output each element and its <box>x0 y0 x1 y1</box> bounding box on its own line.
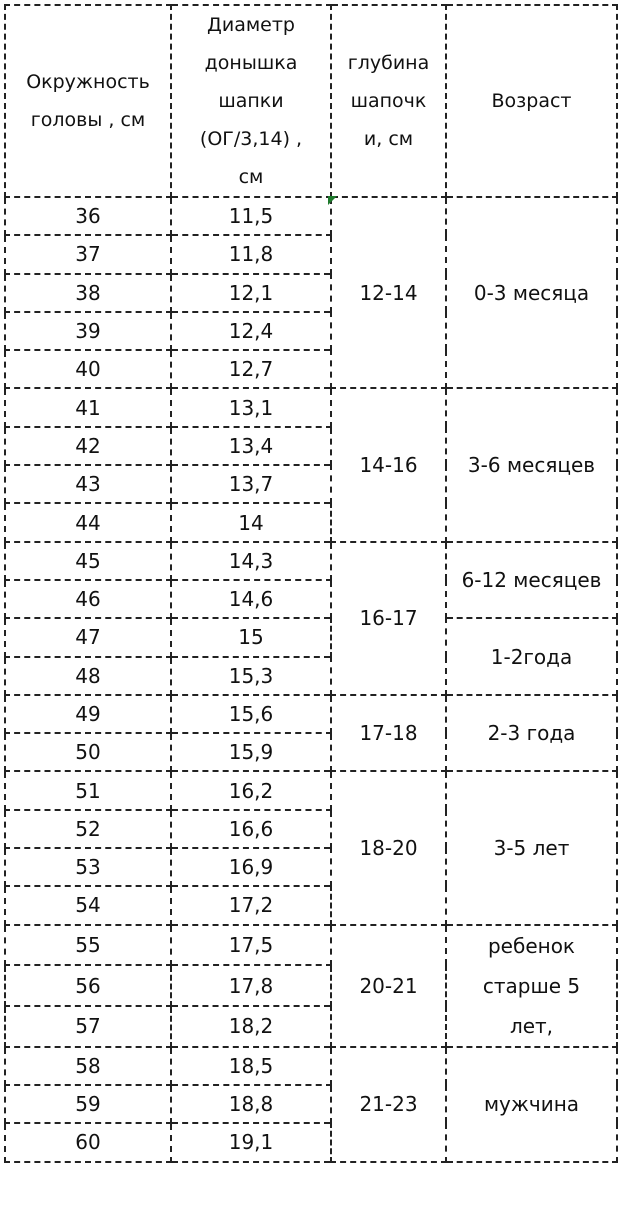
age-cell <box>446 542 617 619</box>
header-age: Возраст <box>446 5 617 197</box>
diameter-cell: 16,2 <box>171 771 331 809</box>
depth-cell: 16-17 <box>331 542 446 695</box>
table-row <box>5 925 617 966</box>
circumference-cell: 36 <box>5 197 171 235</box>
depth-cell: 18-20 <box>331 771 446 924</box>
age-text: мужчина <box>483 1092 580 1117</box>
diameter-cell: 17,8 <box>171 965 331 1006</box>
cell-comment-marker <box>328 196 337 205</box>
circumference-cell: 57 <box>5 1006 171 1047</box>
table-body <box>5 197 617 1162</box>
diameter-cell: 15 <box>171 618 331 656</box>
diameter-cell: 17,5 <box>171 925 331 966</box>
diameter-cell: 11,5 <box>171 197 331 235</box>
depth-cell: 12-14 <box>331 197 446 388</box>
depth-cell: 14-16 <box>331 388 446 541</box>
depth-cell: 21-23 <box>331 1047 446 1162</box>
table-row <box>5 771 617 809</box>
diameter-cell: 18,8 <box>171 1085 331 1123</box>
diameter-cell: 12,7 <box>171 350 331 388</box>
age-cell <box>446 925 617 1047</box>
head-size-table <box>4 4 618 1163</box>
circumference-cell: 44 <box>5 503 171 541</box>
circumference-cell: 59 <box>5 1085 171 1123</box>
header-depth: глубина шапочк и, см <box>331 5 446 197</box>
circumference-cell: 52 <box>5 810 171 848</box>
circumference-cell: 58 <box>5 1047 171 1085</box>
table-row <box>5 388 617 426</box>
diameter-cell: 15,6 <box>171 695 331 733</box>
circumference-cell: 51 <box>5 771 171 809</box>
age-cell <box>446 1047 617 1162</box>
diameter-cell: 17,2 <box>171 886 331 924</box>
age-cell <box>446 388 617 541</box>
circumference-cell: 50 <box>5 733 171 771</box>
age-text: 2-3 года <box>487 721 576 746</box>
table-row <box>5 695 617 733</box>
diameter-cell: 18,5 <box>171 1047 331 1085</box>
circumference-cell: 38 <box>5 274 171 312</box>
diameter-cell: 16,9 <box>171 848 331 886</box>
circumference-cell: 54 <box>5 886 171 924</box>
circumference-cell: 41 <box>5 388 171 426</box>
circumference-cell: 53 <box>5 848 171 886</box>
diameter-cell: 19,1 <box>171 1123 331 1161</box>
circumference-cell: 60 <box>5 1123 171 1161</box>
depth-cell: 17-18 <box>331 695 446 772</box>
age-text: 1-2года <box>490 644 573 669</box>
diameter-cell: 11,8 <box>171 235 331 273</box>
circumference-cell: 39 <box>5 312 171 350</box>
header-row <box>5 5 617 197</box>
circumference-cell: 46 <box>5 580 171 618</box>
age-cell <box>446 618 617 695</box>
circumference-cell: 48 <box>5 657 171 695</box>
diameter-cell: 14 <box>171 503 331 541</box>
table-row <box>5 1047 617 1085</box>
table-row <box>5 542 617 580</box>
diameter-cell: 13,7 <box>171 465 331 503</box>
diameter-cell: 12,4 <box>171 312 331 350</box>
age-cell <box>446 197 617 388</box>
diameter-cell: 18,2 <box>171 1006 331 1047</box>
age-text: 3-6 месяцев <box>467 453 596 478</box>
age-text: лет, <box>509 1013 554 1038</box>
table-row <box>5 618 617 656</box>
circumference-cell: 45 <box>5 542 171 580</box>
circumference-cell: 42 <box>5 427 171 465</box>
diameter-cell: 14,6 <box>171 580 331 618</box>
circumference-cell: 49 <box>5 695 171 733</box>
diameter-cell: 13,4 <box>171 427 331 465</box>
diameter-cell: 15,9 <box>171 733 331 771</box>
age-text: ребенок <box>487 933 576 958</box>
age-text: старше 5 <box>482 973 581 998</box>
circumference-cell: 43 <box>5 465 171 503</box>
age-cell <box>446 771 617 924</box>
header-diameter: Диаметр донышка шапки (ОГ/3,14) , см <box>171 5 331 197</box>
diameter-cell: 14,3 <box>171 542 331 580</box>
diameter-cell: 16,6 <box>171 810 331 848</box>
table-row <box>5 197 617 235</box>
diameter-cell: 12,1 <box>171 274 331 312</box>
age-text: 0-3 месяца <box>473 280 590 305</box>
diameter-cell: 13,1 <box>171 388 331 426</box>
circumference-cell: 56 <box>5 965 171 1006</box>
circumference-cell: 55 <box>5 925 171 966</box>
circumference-cell: 47 <box>5 618 171 656</box>
age-text: 6-12 месяцев <box>461 567 602 592</box>
circumference-cell: 37 <box>5 235 171 273</box>
depth-cell: 20-21 <box>331 925 446 1047</box>
circumference-cell: 40 <box>5 350 171 388</box>
age-cell <box>446 695 617 772</box>
diameter-cell: 15,3 <box>171 657 331 695</box>
age-text: 3-5 лет <box>493 836 570 861</box>
header-circumference: Окружность головы , см <box>5 5 171 197</box>
